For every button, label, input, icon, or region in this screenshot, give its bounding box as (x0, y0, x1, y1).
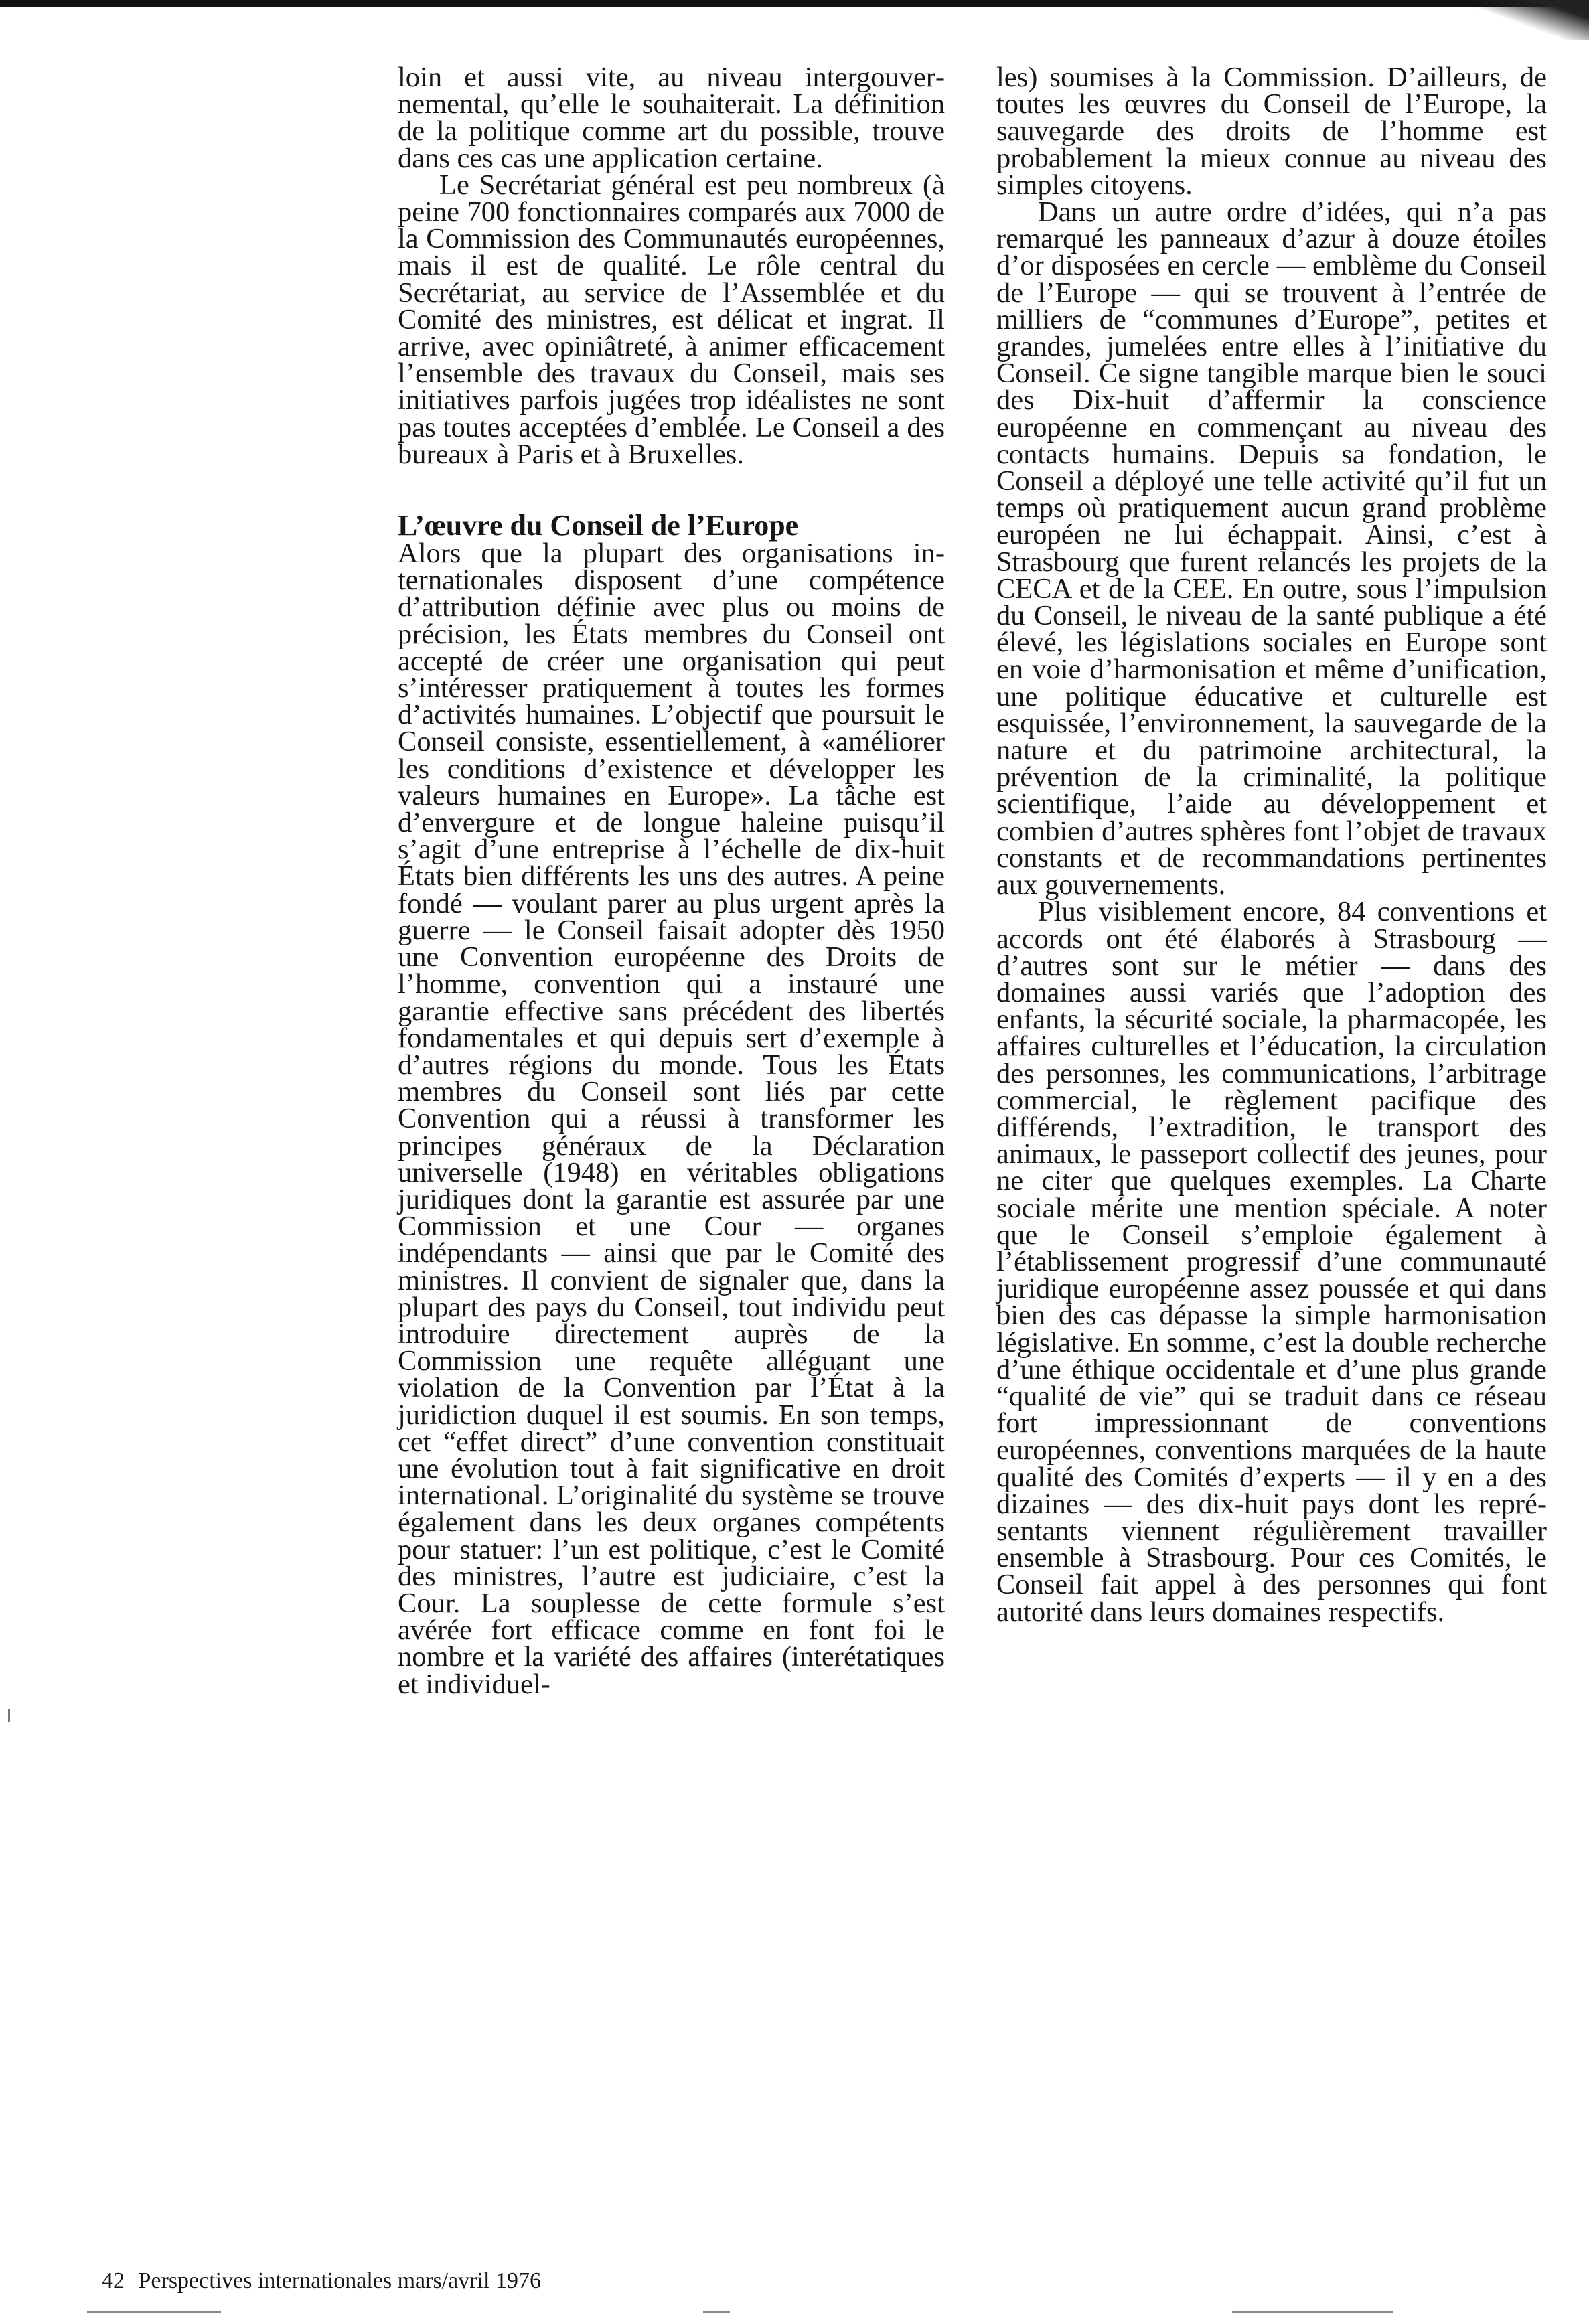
paragraph: Dans un autre ordre d’idées, qui n’a pas remarqué les panneaux d’azur à douze étoiles d’or disposées en cercle — emblème du Conseil de l’Europe — qui se trouvent à l’entrée de milliers de “communes d’Europe”, petites et grandes, jumelées entre elles à l’initiative du Conseil. Ce signe tangible marque bien le souci des Dix-huit d’affermir la conscience européenne en commençant au niveau des contacts humains. Depuis sa fondation, le Conseil a déployé une telle activité qu’il fut un temps où pratiquement aucun grand problème européen ne lui échappait. Ainsi, c’est à Strasbourg que furent relancés les projets de la CECA et de la CEE. En outre, sous l’impulsion du Conseil, le niveau de la santé publique a été élevé, les législations sociales en Europe sont en voie d’harmonisation et même d’unification, une politique éducative et culturelle est esquissée, l’environnement, la sauvegarde de la nature et du patrimoine architectural, la prévention de la criminalité, la politique scientifique, l’aide au développement et combien d’autres sphères font l’objet de travaux constants et de recommandations pertinentes aux gouvernements. (996, 196, 1547, 901)
page-footer (102, 2268, 541, 2294)
left-column (398, 64, 945, 1698)
scan-top-edge (0, 0, 1589, 7)
paragraph: loin et aussi vite, au niveau intergouvernemental, qu’elle le souhaiterait. La définition de la politique comme art du possible, trouve dans ces cas une application certaine. (398, 62, 945, 174)
right-column (996, 64, 1547, 1626)
page-number: 42 (102, 2268, 125, 2293)
paragraph: Plus visiblement encore, 84 conventions et accords ont été élaborés à Strasbourg — d’autres sont sur le métier — dans des domaines aussi variés que l’adoption des enfants, la sécurité sociale, la pharmacopée, les affaires culturelles et l’éducation, la circulation des personnes, les communications, l’arbitrage commercial, le règlement pacifique des différends, l’extradition, le transport des animaux, le passeport collectif des jeunes, pour ne citer que quelques exemples. La Charte sociale mérite une mention spéciale. A noter que le Conseil s’emploie également à l’établissement progressif d’une communauté juridique européenne assez poussée et qui dans bien des cas dépasse la simple harmonisation législative. En somme, c’est la double recherche d’une éthique occidentale et d’une plus grande “qualité de vie” qui se traduit dans ce réseau fort impressionnant de conventions européennes, conventions marquées de la haute qualité des Comités d’experts — il y en a des dizaines — des dix-huit pays dont les représentants viennent régulièrement travailler ensemble à Strasbourg. Pour ces Comités, le Conseil fait appel à des personnes qui font autorité dans leurs domaines respectifs. (996, 896, 1547, 1628)
scan-margin-mark (8, 1709, 10, 1722)
paragraph: Alors que la plupart des organisations internationales disposent d’une compétence d’attribution définie avec plus ou moins de précision, les États membres du Conseil ont accepté de créer une organisation qui peut s’intéresser pratiquement à toutes les formes d’activités humaines. L’objectif que poursuit le Conseil consiste, essentiellement, à «améliorer les conditions d’existence et développer les valeurs humaines en Europe». La tâche est d’envergure et de longue haleine puisqu’il s’agit d’une entreprise à l’échelle de dix-huit États bien différents les uns des autres. A peine fondé — voulant parer au plus urgent après la guerre — le Conseil faisait adopter dès 1950 une Convention européenne des Droits de l’homme, convention qui a instauré une garantie effective sans précédent des libertés fondamentales et qui depuis sert d’exemple à d’autres régions du monde. Tous les États membres du Conseil sont liés par cette Convention qui a réussi à transformer les principes généraux de la Déclaration universelle (1948) en véritables obligations juridiques dont la garantie est assurée par une Commission et une Cour — organes indépendants — ainsi que par le Comité des ministres. Il convient de signaler que, dans la plupart des pays du Conseil, tout individu peut introduire directement auprès de la Commission une requête alléguant une violation de la Convention par l’État à la juridiction duquel il est soumis. En son temps, cet “effet direct” d’une convention constituait une évolution tout à fait significative en droit international. L’originalité du système se trouve également dans les deux organes compétents pour statuer: l’un est politique, c’est le Comité des ministres, l’autre est judiciaire, c’est la Cour. La souplesse de cette formule s’est avérée fort efficace comme en font foi le nombre et la variété des affaires (interétatiques et individuel- (398, 538, 945, 1700)
scan-bottom-mark (703, 2311, 730, 2313)
scan-bottom-mark (87, 2311, 221, 2313)
section-heading: L’œuvre du Conseil de l’Europe (398, 509, 799, 542)
scan-bottom-mark (1232, 2311, 1393, 2313)
paragraph: les) soumises à la Commission. D’ailleurs, de toutes les œuvres du Conseil de l’Europe, la sauvegarde des droits de l’homme est probablement la mieux connue au niveau des simples citoyens. (996, 62, 1547, 201)
paragraph: Le Secrétariat général est peu nombreux (à peine 700 fonctionnaires comparés aux 7000 de la Commission des Communautés européennes, mais il est de qualité. Le rôle central du Secrétariat, au service de l’Assemblée et du Comité des ministres, est délicat et ingrat. Il arrive, avec opiniâtreté, à animer efficacement l’ensemble des travaux du Conseil, mais ses initiatives parfois jugées trop idéalistes ne sont pas toutes acceptées d’emblée. Le Conseil a des bureaux à Paris et à Bruxelles. (398, 169, 945, 470)
publication-title: Perspectives internationales mars/avril 1976 (138, 2268, 541, 2293)
